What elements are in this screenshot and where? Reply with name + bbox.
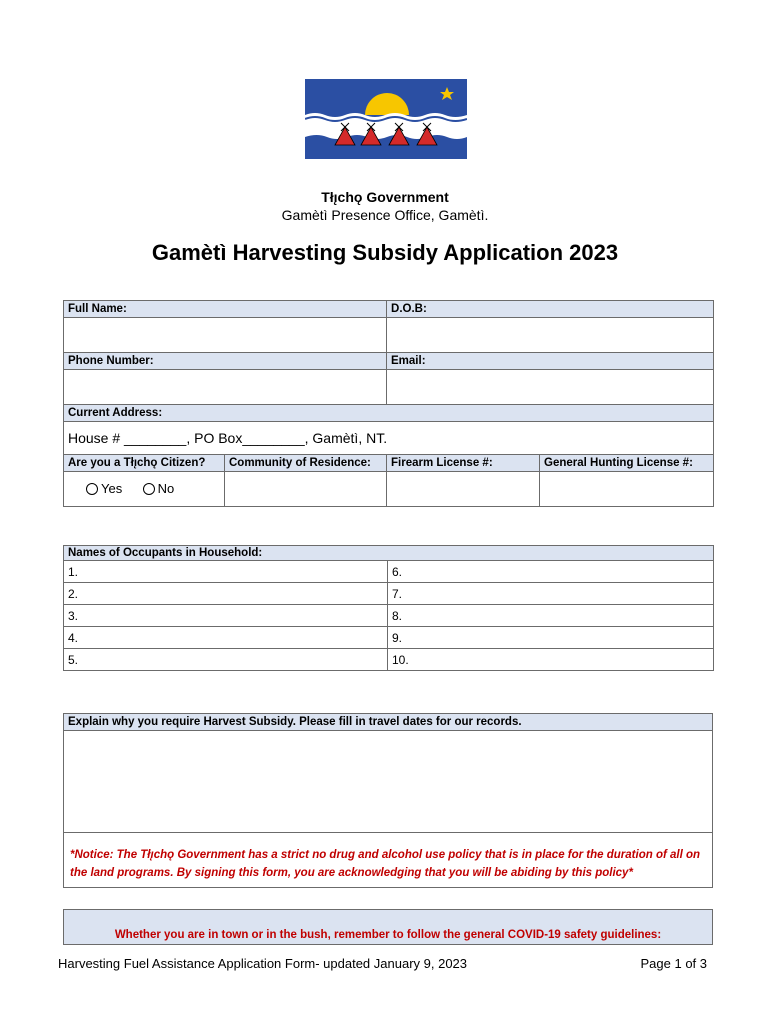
occupant-10[interactable]: 10. xyxy=(388,649,714,671)
full-name-field[interactable] xyxy=(64,318,387,353)
full-name-label: Full Name: xyxy=(64,301,387,318)
citizen-label: Are you a Tłı̨chǫ Citizen? xyxy=(64,455,225,472)
community-label: Community of Residence: xyxy=(225,455,387,472)
explain-label: Explain why you require Harvest Subsidy. Please fill in travel dates for our records. xyxy=(64,714,713,731)
occupant-3[interactable]: 3. xyxy=(64,605,388,627)
yes-option[interactable]: Yes xyxy=(86,481,122,496)
office-name: Gamètì Presence Office, Gamètì. xyxy=(281,207,489,223)
hunting-label: General Hunting License #: xyxy=(540,455,714,472)
covid-box xyxy=(63,909,713,945)
occupant-9[interactable]: 9. xyxy=(388,627,714,649)
occupant-8[interactable]: 8. xyxy=(388,605,714,627)
occupant-6[interactable]: 6. xyxy=(388,561,714,583)
address-field[interactable]: House # ________, PO Box________, Gamètì, NT. xyxy=(64,422,714,455)
applicant-table xyxy=(63,300,714,507)
email-label: Email: xyxy=(387,353,714,370)
explain-table xyxy=(63,713,713,833)
tlicho-flag-logo xyxy=(305,79,467,159)
community-field[interactable] xyxy=(225,472,387,507)
radio-icon[interactable] xyxy=(86,483,98,495)
footer-form-name: Harvesting Fuel Assistance Application Form- updated January 9, 2023 xyxy=(58,956,468,971)
hunting-field[interactable] xyxy=(540,472,714,507)
explain-field[interactable] xyxy=(64,731,713,833)
dob-field[interactable] xyxy=(387,318,714,353)
occupant-7[interactable]: 7. xyxy=(388,583,714,605)
occupant-4[interactable]: 4. xyxy=(64,627,388,649)
firearm-label: Firearm License #: xyxy=(387,455,540,472)
firearm-field[interactable] xyxy=(387,472,540,507)
phone-field[interactable] xyxy=(64,370,387,405)
address-label: Current Address: xyxy=(64,405,714,422)
occupant-2[interactable]: 2. xyxy=(64,583,388,605)
occupants-table xyxy=(63,545,714,671)
no-option[interactable]: No xyxy=(143,481,175,496)
footer-page-number: Page 1 of 3 xyxy=(640,956,707,971)
notice-text: *Notice: The Tłı̨chǫ Government has a strict no drug and alcohol use policy that is in place for the duration of all on the land programs. By signing this form, you are acknowledging that you will be abiding by this policy* xyxy=(70,849,701,879)
organization-name: Tłı̨chǫ Government xyxy=(321,189,449,205)
notice-box xyxy=(63,832,713,888)
email-field[interactable] xyxy=(387,370,714,405)
occupant-5[interactable]: 5. xyxy=(64,649,388,671)
covid-text: Whether you are in town or in the bush, remember to follow the general COVID-19 safety guidelines: xyxy=(114,929,662,941)
dob-label: D.O.B: xyxy=(387,301,714,318)
occupants-label: Names of Occupants in Household: xyxy=(64,546,714,561)
phone-label: Phone Number: xyxy=(64,353,387,370)
occupant-1[interactable]: 1. xyxy=(64,561,388,583)
radio-icon[interactable] xyxy=(143,483,155,495)
page-title: Gamètì Harvesting Subsidy Application 2023 xyxy=(151,240,619,265)
citizen-options xyxy=(64,472,225,507)
